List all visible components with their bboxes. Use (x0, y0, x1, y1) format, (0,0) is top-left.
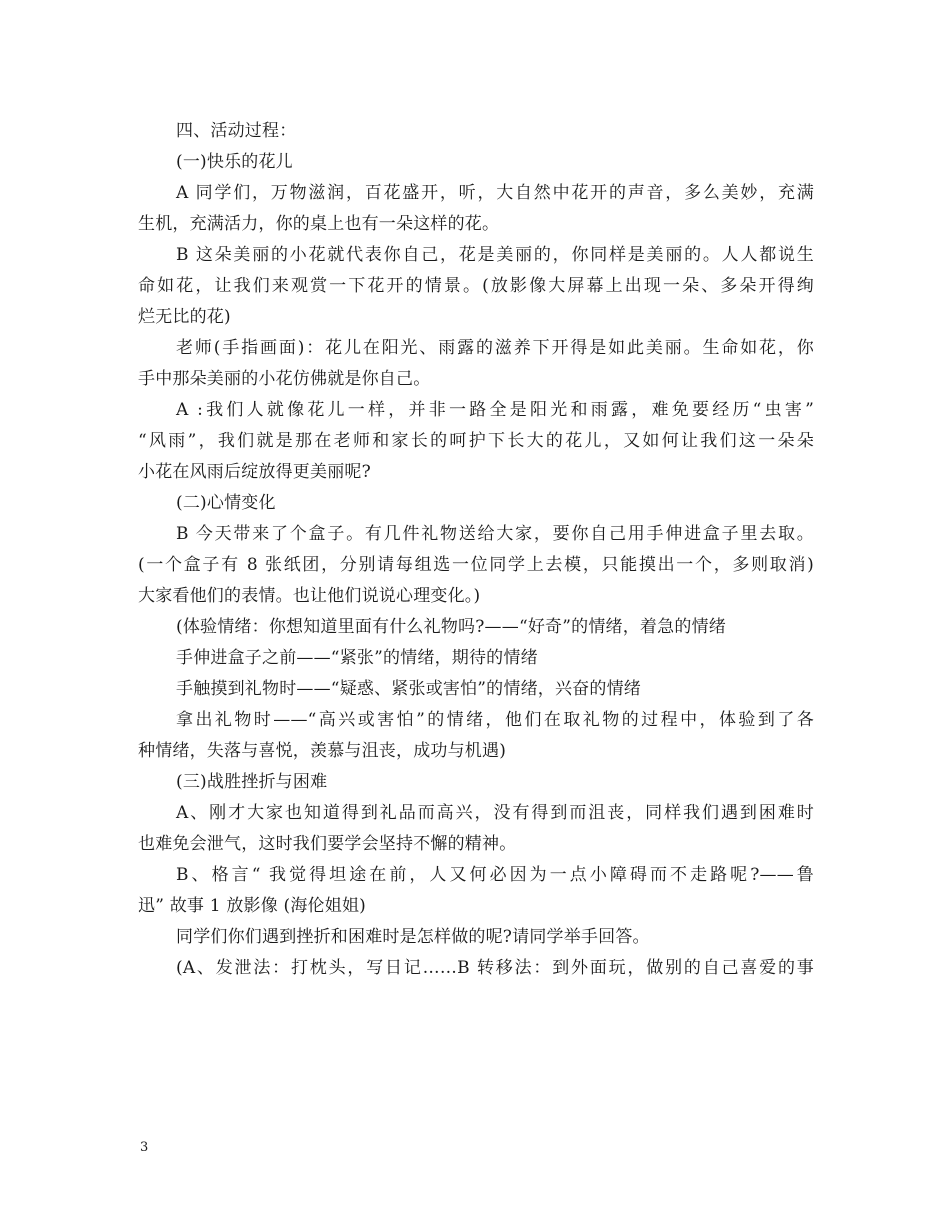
text-line: (A、发泄法：打枕头，写日记……B 转移法：到外面玩，做别的自己喜爱的事 (176, 958, 814, 978)
text-line: (一)快乐的花儿 (176, 152, 293, 172)
text-line: B、格言“ 我觉得坦途在前，人又何必因为一点小障碍而不走路呢?——鲁 (176, 865, 814, 885)
text-line: “风雨”，我们就是那在老师和家长的呵护下长大的花儿，又如何让我们这一朵朵 (138, 431, 814, 451)
text-line: 大家看他们的表情。也让他们说说心理变化。) (138, 586, 481, 606)
text-line: 小花在风雨后绽放得更美丽呢? (138, 462, 371, 482)
text-line: 手触摸到礼物时——“疑惑、紧张或害怕”的情绪，兴奋的情绪 (176, 679, 641, 699)
text-line: 同学们你们遇到挫折和困难时是怎样做的呢?请同学举手回答。 (176, 927, 650, 947)
text-line: B 今天带来了个盒子。有几件礼物送给大家，要你自己用手伸进盒子里去取。 (176, 524, 814, 544)
text-line: 种情绪，失落与喜悦，羡慕与沮丧，成功与机遇) (138, 741, 507, 761)
text-line: 老师(手指画面)：花儿在阳光、雨露的滋养下开得是如此美丽。生命如花，你 (176, 338, 814, 358)
text-line: 手伸进盒子之前——“紧张”的情绪，期待的情绪 (176, 648, 538, 668)
text-line: 也难免会泄气，这时我们要学会坚持不懈的精神。 (138, 834, 517, 854)
text-line: 命如花，让我们来观赏一下花开的情景。(放影像大屏幕上出现一朵、多朵开得绚 (138, 276, 814, 296)
text-line: 手中那朵美丽的小花仿佛就是你自己。 (138, 369, 431, 389)
text-line: (一个盒子有 8 张纸团，分别请每组选一位同学上去模，只能摸出一个，多则取消) (138, 555, 814, 575)
text-line: 四、活动过程： (176, 121, 297, 141)
text-line: (体验情绪：你想知道里面有什么礼物吗?——“好奇”的情绪，着急的情绪 (176, 617, 726, 637)
text-line: A、刚才大家也知道得到礼品而高兴，没有得到而沮丧，同样我们遇到困难时 (176, 803, 814, 823)
text-line: (三)战胜挫折与困难 (176, 772, 328, 792)
document-body (138, 116, 814, 984)
text-line: A :我们人就像花儿一样，并非一路全是阳光和雨露，难免要经历“虫害” (176, 400, 814, 420)
text-line: B 这朵美丽的小花就代表你自己，花是美丽的，你同样是美丽的。人人都说生 (176, 245, 814, 265)
text-line: A 同学们，万物滋润，百花盛开，听，大自然中花开的声音，多么美妙，充满 (176, 183, 814, 203)
text-line: 烂无比的花) (138, 307, 231, 327)
text-line: 拿出礼物时——“高兴或害怕”的情绪，他们在取礼物的过程中，体验到了各 (176, 710, 814, 730)
text-line: (二)心情变化 (176, 493, 276, 513)
page-number: 3 (140, 1140, 149, 1155)
text-line: 迅” 故事 1 放影像 (海伦姐姐) (138, 896, 366, 916)
text-line: 生机，充满活力，你的桌上也有一朵这样的花。 (138, 214, 500, 234)
